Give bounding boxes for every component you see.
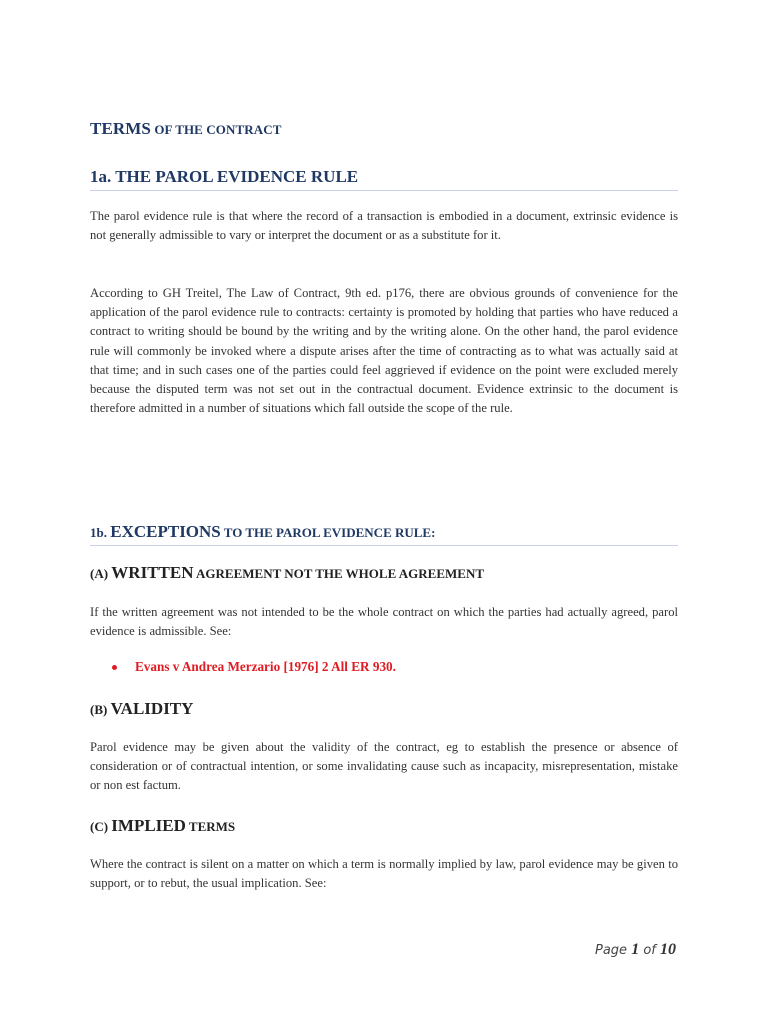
section-1a-heading: 1a. THE PAROL EVIDENCE RULE [90,167,678,191]
section-1b-prefix: 1b. [90,525,111,540]
subsection-b-text: Parol evidence may be given about the validity of the contract, eg to establish the presence or absence of consideration or of contractual intention, or some invalidating cause such as incapacity, misrepresentation, mistake or non est factum. [90,740,678,793]
page-number-footer [595,941,676,959]
section-1a-paragraph-1: The parol evidence rule is that where the record of a transaction is embodied in a document, extrinsic evidence is not generally admissible to vary or interpret the document or as a substitute for it. [90,209,678,243]
subsection-a-heading [90,563,484,583]
bullet-icon [112,665,117,670]
section-1b-heading [90,522,678,546]
subsection-c-big: IMPLIED [111,816,186,835]
subsection-a-text: If the written agreement was not intended to be the whole contract on which the parties had actually agreed, parol evidence is admissible. See: [90,605,678,639]
subsection-b-heading [90,699,193,719]
current-page-number: 1 [631,941,640,958]
subsection-a-rest: AGREEMENT NOT THE WHOLE AGREEMENT [193,566,485,581]
subsection-a-label: (A) [90,566,112,581]
total-page-count: 10 [660,941,676,958]
page-word: Page [595,943,632,958]
of-word: of [639,943,660,958]
title-small: OF THE CONTRACT [150,122,282,137]
section-1b-heading-big: EXCEPTIONS [110,522,221,541]
case-citation: Evans v Andrea Merzario [1976] 2 All ER 930. [135,659,396,674]
case-list [90,659,396,675]
title-big: TERMS [90,119,151,138]
subsection-c-rest: TERMS [185,819,236,834]
document-title [90,119,282,139]
subsection-c-text: Where the contract is silent on a matter on which a term is normally implied by law, parol evidence may be given to support, or to rebut, the usual implication. See: [90,857,678,891]
subsection-c-heading [90,816,235,836]
subsection-a-big: WRITTEN [111,563,194,582]
subsection-c-label: (C) [90,819,112,834]
subsection-b-label: (B) [90,702,111,717]
case-list-item [90,659,396,675]
section-1a-paragraph-2: According to GH Treitel, The Law of Contract, 9th ed. p176, there are obvious grounds of convenience for the application of the parol evidence rule to contracts: certainty is promoted by holding that parties who have reduced a contract to writing should be bound by the writing and by the writing alone. On the other hand, the parol evidence rule will commonly be invoked where a dispute arises after the time of contracting as to what was actually said at that time; and in such cases one of the parties could feel aggrieved if evidence on the point were excluded merely because the disputed term was not set out in the contractual document. Evidence extrinsic to the document is therefore admitted in a number of situations which fall outside the scope of the rule. [90,286,678,416]
subsection-b-big: VALIDITY [110,699,194,718]
section-1b-heading-rest: TO THE PAROL EVIDENCE RULE: [220,525,436,540]
